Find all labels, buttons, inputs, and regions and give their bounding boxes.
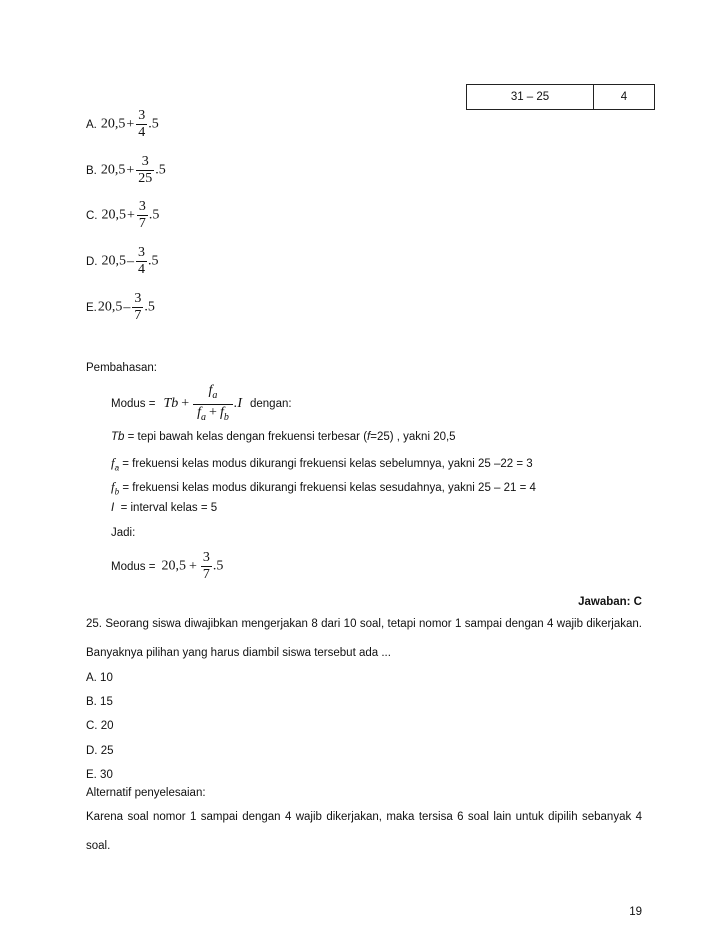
jadi-label: Jadi: — [111, 527, 136, 539]
option-label: B. — [86, 164, 97, 177]
frac-den: 25 — [138, 171, 153, 186]
sub-b: b — [223, 411, 229, 423]
expr-op: – — [127, 253, 134, 269]
table-cell-frequency: 4 — [594, 85, 655, 110]
expr-tail: .5 — [148, 116, 159, 132]
sub-a: a — [114, 463, 120, 473]
option-label: A. — [86, 118, 97, 131]
option-expression — [101, 154, 166, 187]
option-d — [86, 245, 159, 278]
frac-num: 3 — [138, 245, 145, 260]
sub-b: b — [114, 486, 120, 497]
answer-key: Jawaban: C — [578, 596, 642, 608]
formula-tail: .I — [233, 396, 242, 412]
option-expression — [101, 108, 159, 141]
option-label: D. — [86, 255, 98, 268]
expr-fraction — [136, 108, 147, 141]
expr-op: – — [123, 299, 131, 315]
formula-num — [207, 383, 220, 404]
frac-num: 3 — [141, 154, 149, 169]
var-f: f — [219, 404, 224, 420]
choice-b: B. 15 — [86, 696, 113, 709]
result-expression — [161, 550, 223, 583]
frac-den: 7 — [202, 567, 210, 582]
sub-a: a — [212, 389, 218, 401]
expr-tail: .5 — [148, 253, 159, 269]
expr-left: 20,5 — [100, 162, 126, 178]
frac-num: 3 — [138, 199, 146, 214]
formula-fraction — [193, 383, 233, 426]
expr-op: + — [127, 207, 135, 223]
expr-left: 20,5 — [101, 253, 126, 269]
expr-fraction — [136, 245, 147, 278]
var-i: I — [111, 502, 115, 514]
modus-label: Modus = — [111, 560, 156, 573]
def-text: =25) , yakni 20,5 — [370, 431, 456, 443]
var-f: f — [197, 404, 202, 420]
expr-fraction — [201, 550, 212, 583]
expr-op: + — [126, 116, 135, 132]
expr-fraction — [136, 154, 154, 187]
def-text: = frekuensi kelas modus dikurangi frekuensi kelas sebelumnya, yakni 25 –22 = 3 — [119, 458, 533, 470]
frac-den: 7 — [134, 308, 142, 323]
expr-op: + — [188, 558, 197, 574]
def-text: = interval kelas = 5 — [114, 502, 218, 514]
var-f: f — [111, 455, 115, 470]
choice-d: D. 25 — [86, 744, 114, 757]
dengan-label: dengan: — [250, 398, 292, 411]
alternatif-text: Karena soal nomor 1 sampai dengan 4 wajib dikerjakan, maka tersisa 6 soal lain untuk dipilih sebanyak 4 soal. — [86, 811, 642, 852]
frac-den: 4 — [138, 125, 146, 140]
expr-left: 20,5 — [100, 116, 126, 132]
var-tb: Tb — [111, 431, 125, 443]
den-plus: + — [209, 404, 217, 420]
var-f: f — [208, 383, 213, 398]
frac-den: 7 — [138, 216, 146, 231]
definition-i — [111, 502, 217, 514]
modus-result — [111, 550, 223, 583]
var-f: f — [111, 479, 115, 494]
definition-tb — [111, 431, 456, 443]
question-25-choices — [86, 666, 114, 787]
expr-tail: .5 — [144, 299, 155, 315]
option-expression — [102, 245, 159, 278]
option-a — [86, 108, 159, 141]
table-cell-interval: 31 – 25 — [467, 85, 594, 110]
formula-den — [193, 404, 233, 426]
definition-fb — [111, 479, 536, 496]
expr-op: + — [126, 162, 135, 178]
table-row — [467, 85, 655, 110]
expr-fraction — [137, 199, 148, 232]
choice-c: C. 20 — [86, 720, 114, 733]
alternatif-heading: Alternatif penyelesaian: — [86, 787, 206, 799]
frac-num: 3 — [134, 291, 142, 306]
var-f: f — [367, 431, 371, 443]
formula-tb: Tb — [163, 396, 179, 412]
definition-fa — [111, 455, 533, 472]
option-label: E. — [86, 301, 97, 314]
frac-den: 4 — [138, 262, 145, 277]
expr-left: 20,5 — [97, 299, 123, 315]
expr-tail: .5 — [148, 207, 160, 223]
option-label: C. — [86, 209, 98, 222]
frac-num: 3 — [138, 108, 146, 123]
page-number: 19 — [629, 906, 642, 918]
expr-fraction — [132, 291, 143, 324]
modus-formula — [111, 383, 292, 426]
sub-a: a — [201, 411, 207, 423]
frac-num: 3 — [202, 550, 210, 565]
modus-label: Modus = — [111, 398, 156, 411]
option-b — [86, 154, 166, 187]
expr-tail: .5 — [212, 558, 224, 574]
expr-left: 20,5 — [161, 558, 186, 574]
option-c — [86, 199, 159, 232]
option-e — [86, 291, 155, 324]
def-text: = tepi bawah kelas dengan frekuensi terbesar ( — [124, 431, 368, 443]
choice-a: A. 10 — [86, 672, 113, 684]
pembahasan-heading: Pembahasan: — [86, 362, 157, 374]
expr-tail: .5 — [155, 162, 166, 178]
option-expression — [98, 291, 155, 324]
formula-plus: + — [181, 396, 190, 412]
frequency-table-fragment — [466, 84, 655, 110]
formula-expression — [163, 383, 242, 426]
choice-e: E. 30 — [86, 768, 113, 781]
def-text: = frekuensi kelas modus dikurangi frekuensi kelas sesudahnya, yakni 25 – 21 = 4 — [119, 482, 536, 494]
question-25-text: 25. Seorang siswa diwajibkan mengerjakan 8 dari 10 soal, tetapi nomor 1 sampai dengan 4 wajib dikerjakan. Banyaknya pilihan yang harus diambil siswa tersebut ada ... — [86, 618, 642, 659]
option-expression — [102, 199, 160, 232]
expr-left: 20,5 — [101, 207, 126, 223]
